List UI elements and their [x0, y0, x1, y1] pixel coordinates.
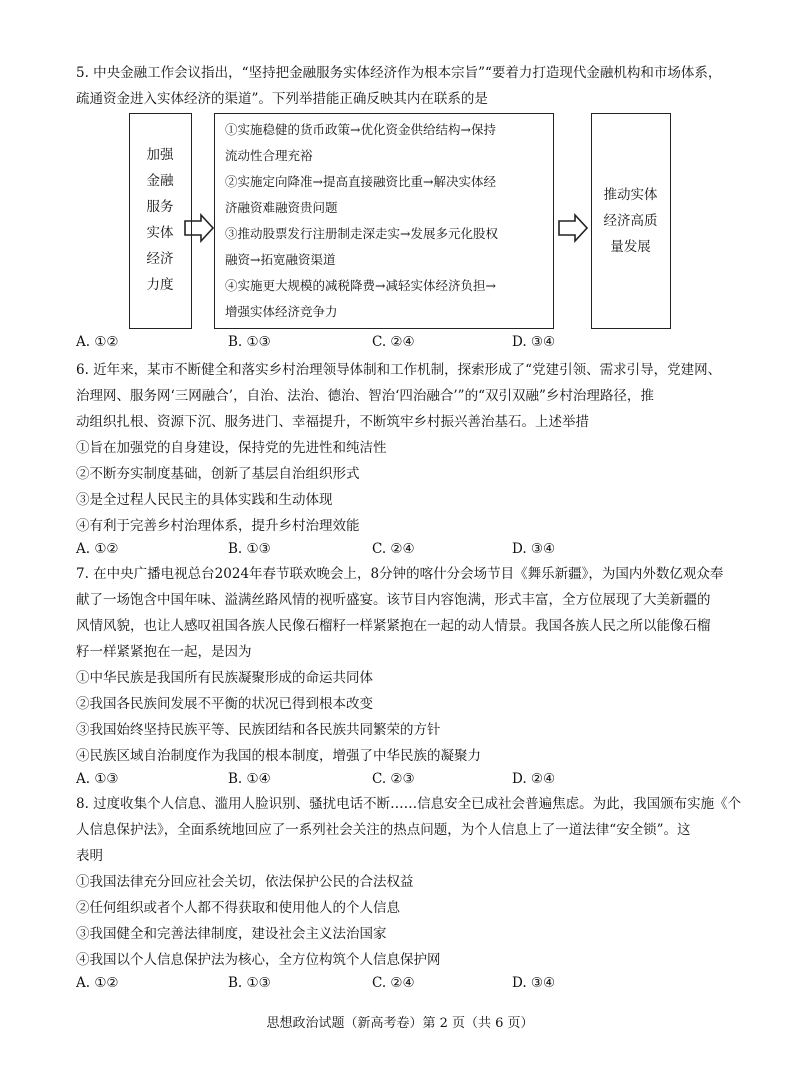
q5-left-char-6: 力度	[146, 277, 174, 293]
q8-option-a[interactable]: A. ①②	[76, 975, 119, 991]
q6-stem-line-3: 动组织扎根、资源下沉、服务进门、幸福提升，不断筑牢乡村振兴善治基石。上述举措	[76, 414, 589, 430]
q5-option-b[interactable]: B. ①③	[228, 334, 271, 350]
q5-right-box	[591, 113, 671, 329]
q8-item-2: ②任何组织或者个人都不得获取和使用他人的个人信息	[76, 900, 400, 916]
q7-option-d[interactable]: D. ②④	[512, 771, 556, 787]
q8-stem-line-1: 8. 过度收集个人信息、滥用人脸识别、骚扰电话不断……信息安全已成社会普遍焦虑。为此，我国颁布实施《个	[76, 796, 742, 812]
q6-item-3: ③是全过程人民民主的具体实践和生动体现	[76, 492, 333, 508]
q5-right-line-1: 推动实体	[603, 187, 658, 203]
q7-option-c[interactable]: C. ②③	[372, 771, 415, 787]
q7-option-a[interactable]: A. ①③	[76, 771, 119, 787]
q7-stem-line-1: 7. 在中央广播电视总台2024年春节联欢晚会上，8分钟的喀什分会场节目《舞乐新疆》，为国内外数亿观众奉	[76, 566, 724, 582]
q5-left-char-4: 实体	[146, 225, 174, 241]
q8-option-c[interactable]: C. ②④	[372, 975, 415, 991]
q6-option-a[interactable]: A. ①②	[76, 541, 119, 557]
q5-left-char-3: 服务	[146, 199, 174, 215]
q5-measure-1a: ①实施稳健的货币政策→优化资金供给结构→保持	[225, 122, 496, 137]
q5-middle-box	[214, 113, 554, 329]
q5-right-line-3: 量发展	[610, 239, 651, 255]
q8-item-1: ①我国法律充分回应社会关切，依法保护公民的合法权益	[76, 874, 414, 890]
q6-option-d[interactable]: D. ③④	[512, 541, 556, 557]
q5-measure-1b: 流动性合理充裕	[225, 148, 313, 163]
q6-option-c[interactable]: C. ②④	[372, 541, 415, 557]
q5-measure-4b: 增强实体经济竞争力	[225, 304, 338, 319]
q8-option-b[interactable]: B. ①③	[228, 975, 271, 991]
q7-item-3: ③我国始终坚持民族平等、民族团结和各民族共同繁荣的方针	[76, 722, 441, 738]
q5-left-char-1: 加强	[146, 147, 174, 163]
q6-item-4: ④有利于完善乡村治理体系，提升乡村治理效能	[76, 518, 360, 534]
q5-measure-3b: 融资→拓宽融资渠道	[225, 252, 336, 267]
page-footer: 思想政治试题（新高考卷）第 2 页（共 6 页）	[266, 1016, 534, 1031]
q6-option-b[interactable]: B. ①③	[228, 541, 271, 557]
q7-stem-line-2: 献了一场饱含中国年味、溢满丝路风情的视听盛宴。该节目内容饱满，形式丰富，全方位展现了大美新疆的	[76, 592, 711, 608]
right-arrow-icon	[182, 213, 216, 243]
q8-stem-line-2: 人信息保护法》，全面系统地回应了一系列社会关注的热点问题，为个人信息上了一道法律“安全锁”。这	[76, 822, 691, 838]
q5-option-a[interactable]: A. ①②	[76, 334, 119, 350]
q5-right-line-2: 经济高质	[603, 213, 658, 229]
q6-item-2: ②不断夯实制度基础，创新了基层自治组织形式	[76, 466, 360, 482]
q6-stem-line-2: 治理网、服务网‘三网融合’，自治、法治、德治、智治‘四治融合’”的“双引双融”乡村治理路径，推	[76, 388, 654, 404]
q5-measure-3a: ③推动股票发行注册制走深走实→发展多元化股权	[225, 226, 498, 241]
q5-stem-line-1: 5. 中央金融工作会议指出，“坚持把金融服务实体经济作为根本宗旨”“要着力打造现代金融机构和市场体系，	[76, 65, 722, 81]
q8-stem-line-3: 表明	[76, 848, 103, 864]
q8-item-4: ④我国以个人信息保护法为核心，全方位构筑个人信息保护网	[76, 952, 441, 968]
q8-option-d[interactable]: D. ③④	[512, 975, 556, 991]
q8-item-3: ③我国健全和完善法律制度，建设社会主义法治国家	[76, 926, 387, 942]
q5-option-c[interactable]: C. ②④	[372, 334, 415, 350]
right-arrow-icon	[556, 213, 590, 243]
q6-item-1: ①旨在加强党的自身建设，保持党的先进性和纯洁性	[76, 440, 387, 456]
q7-item-4: ④民族区域自治制度作为我国的根本制度，增强了中华民族的凝聚力	[76, 748, 481, 764]
q7-item-1: ①中华民族是我国所有民族凝聚形成的命运共同体	[76, 670, 373, 686]
q5-left-char-2: 金融	[146, 173, 174, 189]
q7-item-2: ②我国各民族间发展不平衡的状况已得到根本改变	[76, 696, 373, 712]
q7-stem-line-3: 风情风貌，也让人感叹祖国各族人民像石榴籽一样紧紧抱在一起的动人情景。我国各族人民之所以能像石榴	[76, 618, 711, 634]
q6-stem-line-1: 6. 近年来，某市不断健全和落实乡村治理领导体制和工作机制，探索形成了“党建引领、需求引导，党建网、	[76, 362, 722, 378]
q5-left-char-5: 经济	[146, 251, 174, 267]
q5-measure-2a: ②实施定向降准→提高直接融资比重→解决实体经	[225, 174, 496, 189]
q5-stem-line-2: 疏通资金进入实体经济的渠道”。下列举措能正确反映其内在联系的是	[76, 91, 488, 107]
q5-measure-2b: 济融资难融资贵问题	[225, 200, 338, 215]
q7-stem-line-4: 籽一样紧紧抱在一起，是因为	[76, 644, 252, 660]
q7-option-b[interactable]: B. ①④	[228, 771, 271, 787]
q5-measure-4a: ④实施更大规模的减税降费→减轻实体经济负担→	[225, 278, 496, 293]
q5-option-d[interactable]: D. ③④	[512, 334, 556, 350]
